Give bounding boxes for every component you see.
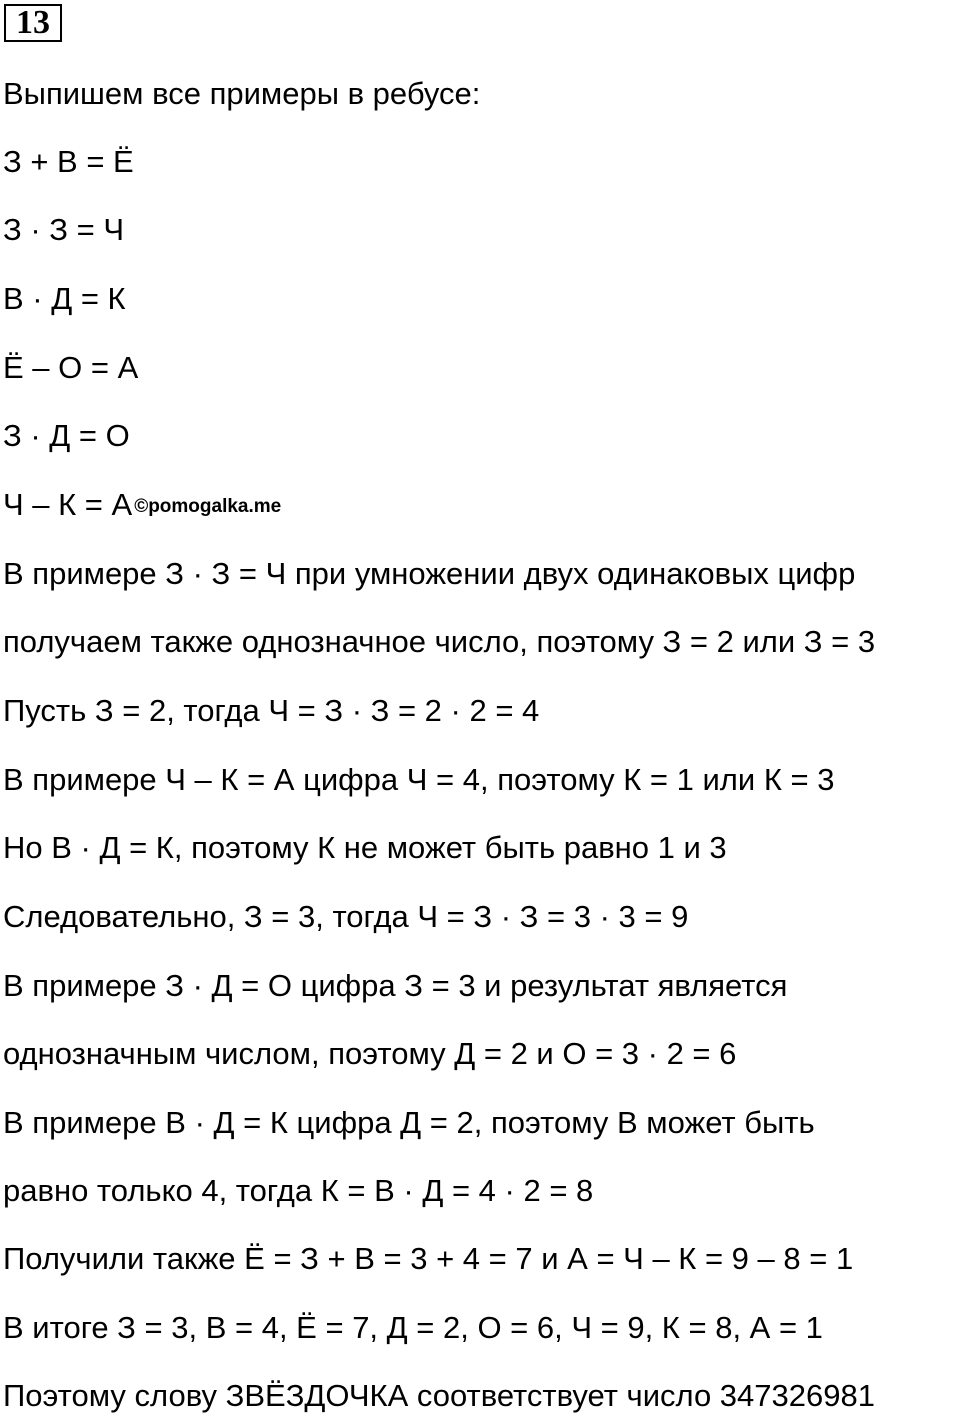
solution-line: Получили также Ё = З + В = 3 + 4 = 7 и А = Ч – К = 9 – 8 = 1 [3,1241,854,1276]
solution-line: равно только 4, тогда К = В · Д = 4 · 2 = 8 [3,1173,594,1208]
equation-line: З · Д = О [3,418,130,453]
equation-line: В · Д = К [3,281,126,316]
equation-line: З · З = Ч [3,212,124,247]
solution-line: В итоге З = 3, В = 4, Ё = 7, Д = 2, О = 6, Ч = 9, К = 8, А = 1 [3,1310,823,1345]
solution-line: Пусть З = 2, тогда Ч = З · З = 2 · 2 = 4 [3,693,540,728]
solution-line: Но В · Д = К, поэтому К не может быть равно 1 и 3 [3,830,727,865]
solution-line: однозначным числом, поэтому Д = 2 и О = 3 · 2 = 6 [3,1036,737,1071]
equation-text: Ч – К = А [3,487,133,522]
solution-line: получаем также однозначное число, поэтому З = 2 или З = 3 [3,624,876,659]
solution-line: В примере З · З = Ч при умножении двух одинаковых цифр [3,556,856,591]
equation-line: Ё – О = А [3,350,139,385]
equation-line: З + В = Ё [3,144,134,179]
equation-line-with-watermark [3,489,281,520]
task-number: 13 [16,4,50,41]
intro-text: Выпишем все примеры в ребусе: [3,76,481,111]
solution-line: В примере В · Д = К цифра Д = 2, поэтому В может быть [3,1105,815,1140]
solution-line: Следовательно, З = 3, тогда Ч = З · З = 3 · 3 = 9 [3,899,689,934]
watermark: ©pomogalka.me [134,496,282,517]
solution-line-answer: Поэтому слову ЗВЁЗДОЧКА соответствует число 347326981 [3,1378,875,1413]
solution-line: В примере З · Д = О цифра З = 3 и результат является [3,968,788,1003]
solution-line: В примере Ч – К = А цифра Ч = 4, поэтому К = 1 или К = 3 [3,762,835,797]
task-number-box [4,4,62,42]
